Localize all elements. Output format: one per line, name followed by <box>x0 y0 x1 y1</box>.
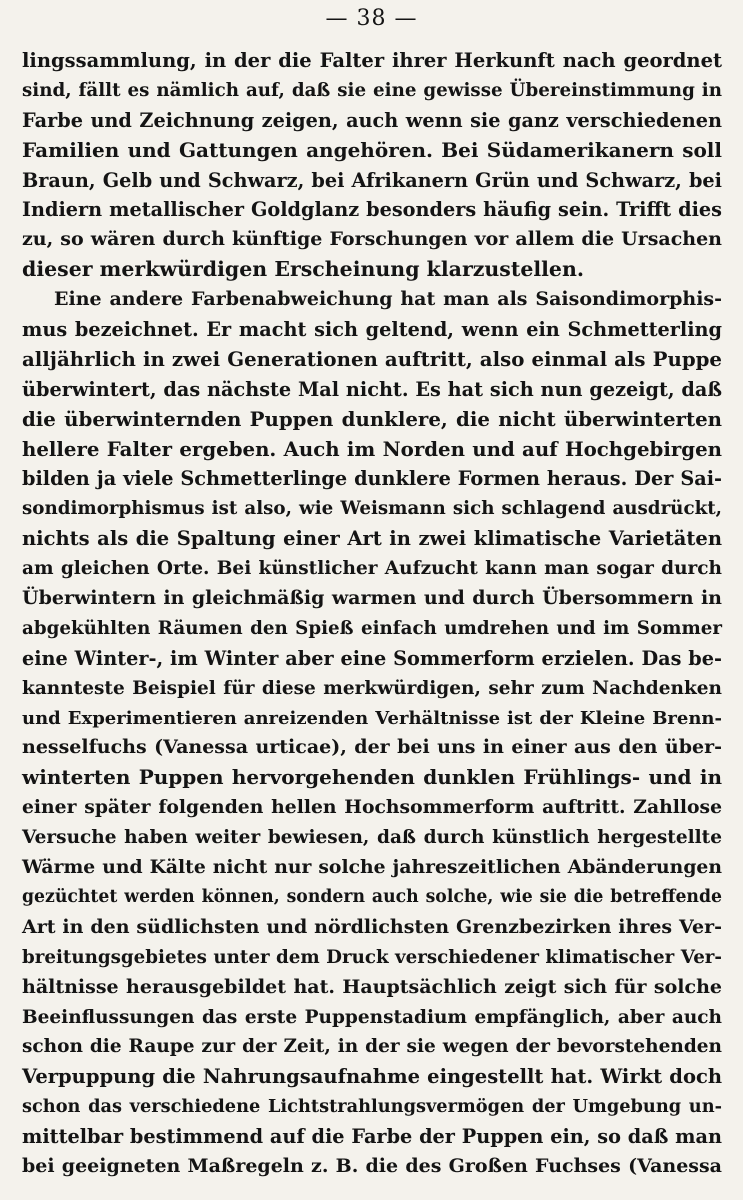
text-line: Verpuppung die Nahrungsaufnahme eingestellt hat. Wirkt doch <box>22 1065 722 1089</box>
text-line: nesselfuchs (Vanessa urticae), der bei uns in einer aus den über- <box>22 736 722 759</box>
text-line: Wärme und Kälte nicht nur solche jahreszeitlichen Abänderungen <box>22 856 722 879</box>
text-line: dieser merkwürdigen Erscheinung klarzustellen. <box>22 257 585 282</box>
text-line: die überwinternden Puppen dunklere, die nicht überwinterten <box>22 406 722 431</box>
text-line: bei geeigneten Maßregeln z. B. die des Großen Fuchses (Vanessa <box>22 1154 722 1177</box>
text-line: überwintert, das nächste Mal nicht. Es hat sich nun gezeigt, daß <box>22 377 722 401</box>
text-line: schon das verschiedene Lichtstrahlungsvermögen der Umgebung un- <box>22 1096 722 1118</box>
text-line: alljährlich in zwei Generationen auftritt, also einmal als Puppe <box>22 346 722 371</box>
body-text <box>22 46 722 1182</box>
text-line: sondimorphismus ist also, wie Weismann sich schlagend ausdrückt, <box>22 498 722 520</box>
text-line: lingssammlung, in der die Falter ihrer Herkunft nach geordnet <box>22 49 722 72</box>
text-line: am gleichen Orte. Bei künstlicher Aufzucht kann man sogar durch <box>22 558 722 580</box>
text-line: schon die Raupe zur der Zeit, in der sie wegen der bevorstehenden <box>22 1036 722 1058</box>
text-line: sind, fällt es nämlich auf, daß sie eine gewisse Übereinstimmung in <box>22 79 722 101</box>
text-line: und Experimentieren anreizenden Verhältnisse ist der Kleine Brenn- <box>22 707 722 729</box>
text-line: breitungsgebietes unter dem Druck verschiedener klimatischer Ver- <box>22 946 722 968</box>
text-line: Art in den südlichsten und nördlichsten Grenzbezirken ihres Ver- <box>22 915 722 938</box>
text-line: Farbe und Zeichnung zeigen, auch wenn sie ganz verschiedenen <box>22 108 722 132</box>
text-line: Braun, Gelb und Schwarz, bei Afrikanern Grün und Schwarz, bei <box>22 168 722 192</box>
text-line: eine Winter-, im Winter aber eine Sommerform erzielen. Das be- <box>22 646 722 670</box>
text-line: abgekühlten Räumen den Spieß einfach umdrehen und im Sommer <box>22 617 722 639</box>
text-line: Überwintern in gleichmäßig warmen und durch Übersommern in <box>22 587 722 610</box>
text-line: Familien und Gattungen angehören. Bei Südamerikanern soll <box>22 137 722 162</box>
text-line: kannteste Beispiel für diese merkwürdigen, sehr zum Nachdenken <box>22 677 722 699</box>
text-line: winterten Puppen hervorgehenden dunklen Frühlings- und in <box>22 765 722 790</box>
text-line: nichts als die Spaltung einer Art in zwei klimatische Varietäten <box>22 527 722 551</box>
text-line: bilden ja viele Schmetterlinge dunklere Formen heraus. Der Sai- <box>22 467 722 491</box>
text-line: mittelbar bestimmend auf die Farbe der Puppen ein, so daß man <box>22 1125 722 1149</box>
text-line: Beeinflussungen das erste Puppenstadium empfänglich, aber auch <box>22 1006 722 1028</box>
text-line: zu, so wären durch künftige Forschungen vor allem die Ursachen <box>22 228 722 251</box>
text-line: Eine andere Farbenabweichung hat man als Saisondimorphis- <box>54 288 722 311</box>
text-line: einer später folgenden hellen Hochsommerform auftritt. Zahllose <box>22 796 722 819</box>
text-line: Indiern metallischer Goldglanz besonders häufig sein. Trifft dies <box>22 198 722 222</box>
text-line: hältnisse herausgebildet hat. Hauptsächlich zeigt sich für solche <box>22 975 722 998</box>
text-line: Versuche haben weiter bewiesen, daß durch künstlich hergestellte <box>22 827 722 849</box>
text-line: hellere Falter ergeben. Auch im Norden und auf Hochgebirgen <box>22 436 722 461</box>
text-line: mus bezeichnet. Er macht sich geltend, wenn ein Schmetterling <box>22 318 722 342</box>
page-number: — 38 — <box>325 6 418 31</box>
text-line: gezüchtet werden können, sondern auch solche, wie sie die betreffende <box>22 886 722 907</box>
